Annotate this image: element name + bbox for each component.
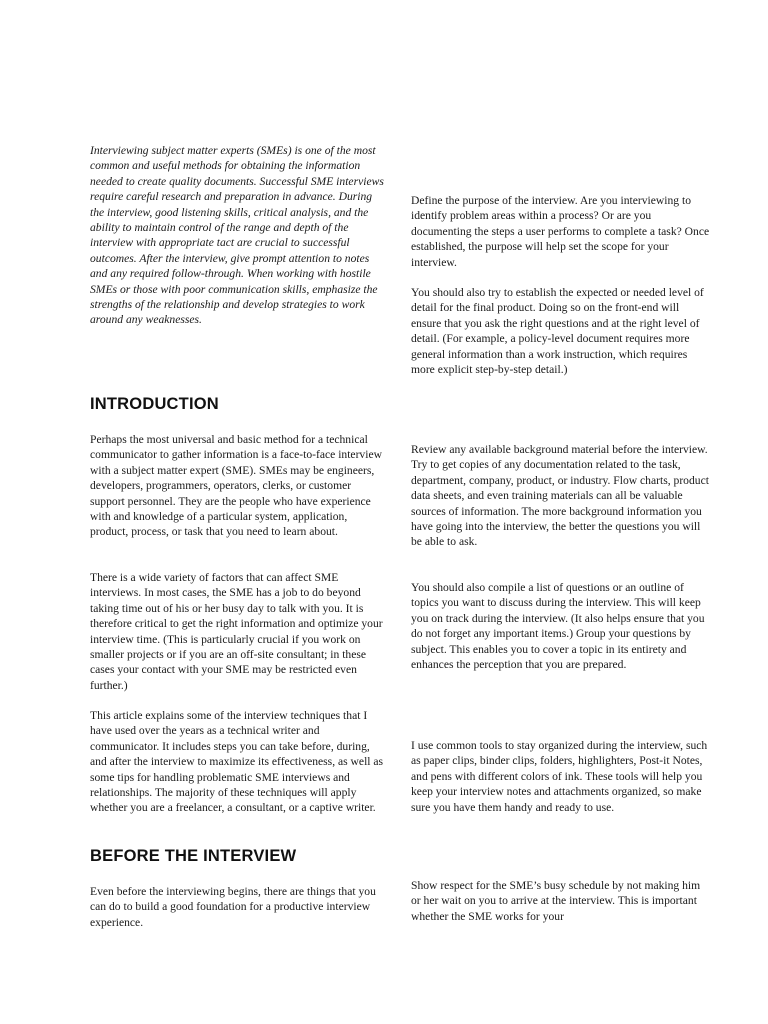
tools-paragraph: I use common tools to stay organized during the interview, such as paper clips, binder clips, folders, highlighters, Post-it Notes, and pens with different colors of ink. These tools will help you keep your interview notes and attachments organized, so make sure you have them handy and ready to use. [411,739,708,814]
intro-paragraph-1: Perhaps the most universal and basic method for a technical communicator to gather information is a face-to-face interview with a subject matter expert (SME). SMEs may be engineers, developers, programmers, operators, clerks, or customer support personnel. They are the people who have experience with and knowledge of a particular system, application, product, process, or task that you need to learn about. [90,433,382,539]
intro-paragraph-3: This article explains some of the interview techniques that I have used over the years as a technical writer and communicator. It includes steps you can take before, during, and after the interview to maximize its effectiveness, as well as some tips for handling problematic SME interviews and relationships. The majority of these techniques will apply whether you are a freelancer, a consultant, or a captive writer. [90,709,384,815]
purpose-paragraph: Define the purpose of the interview. Are you interviewing to identify problem areas within a process? Or are you documenting the steps a user performs to complete a task? Once established, the purpose will help set the scope for your interview. [411,194,710,269]
questions-list-paragraph: You should also compile a list of questions or an outline of topics you want to discuss during the interview. This will keep you on track during the interview. (It also helps ensure that you do not forget any important items.) Group your questions by subject. This enables you to cover a topic in its entirety and enhances the perception that you are prepared. [411,581,705,672]
intro-paragraph-2: There is a wide variety of factors that can affect SME interviews. In most cases, the SME has a job to do beyond taking time out of his or her busy day to talk with you. It is therefore critical to get the right information and optimize your interview time. (This is particularly crucial if you work on smaller projects or if you are an off-site consultant; in these cases your contact with your SME may be restricted even further.) [90,571,383,692]
respect-schedule-paragraph: Show respect for the SME’s busy schedule by not making him or her wait on you to arrive at the interview. This is important whether the SME works for your [411,879,701,923]
heading-before-the-interview: BEFORE THE INTERVIEW [90,847,297,865]
before-interview-paragraph: Even before the interviewing begins, there are things that you can do to build a good foundation for a productive interview experience. [90,885,376,929]
heading-introduction: INTRODUCTION [90,395,219,413]
background-material-paragraph: Review any available background material before the interview. Try to get copies of any documentation related to the task, department, company, product, or industry. Flow charts, product data sheets, and even training materials can all be valuable sources of information. The more background information you have going into the interview, the better the questions you will be able to ask. [411,443,709,549]
abstract-paragraph: Interviewing subject matter experts (SMEs) is one of the most common and useful methods for obtaining the information needed to create quality documents. Successful SME interviews require careful research and preparation in advance. During the interview, good listening skills, critical analysis, and the ability to maintain control of the range and depth of the interview with appropriate tact are crucial to successful outcomes. After the interview, give prompt attention to notes and any required follow-through. When working with hostile SMEs or those with poor communication skills, emphasize the strengths of the relationship and develop strategies to work around any weaknesses. [90,144,384,327]
detail-level-paragraph: You should also try to establish the expected or needed level of detail for the final product. Doing so on the front-end will ensure that you ask the right questions and at the right level of detail. (For example, a policy-level document requires more general information than a work instruction, which requires more explicit step-by-step detail.) [411,286,704,377]
